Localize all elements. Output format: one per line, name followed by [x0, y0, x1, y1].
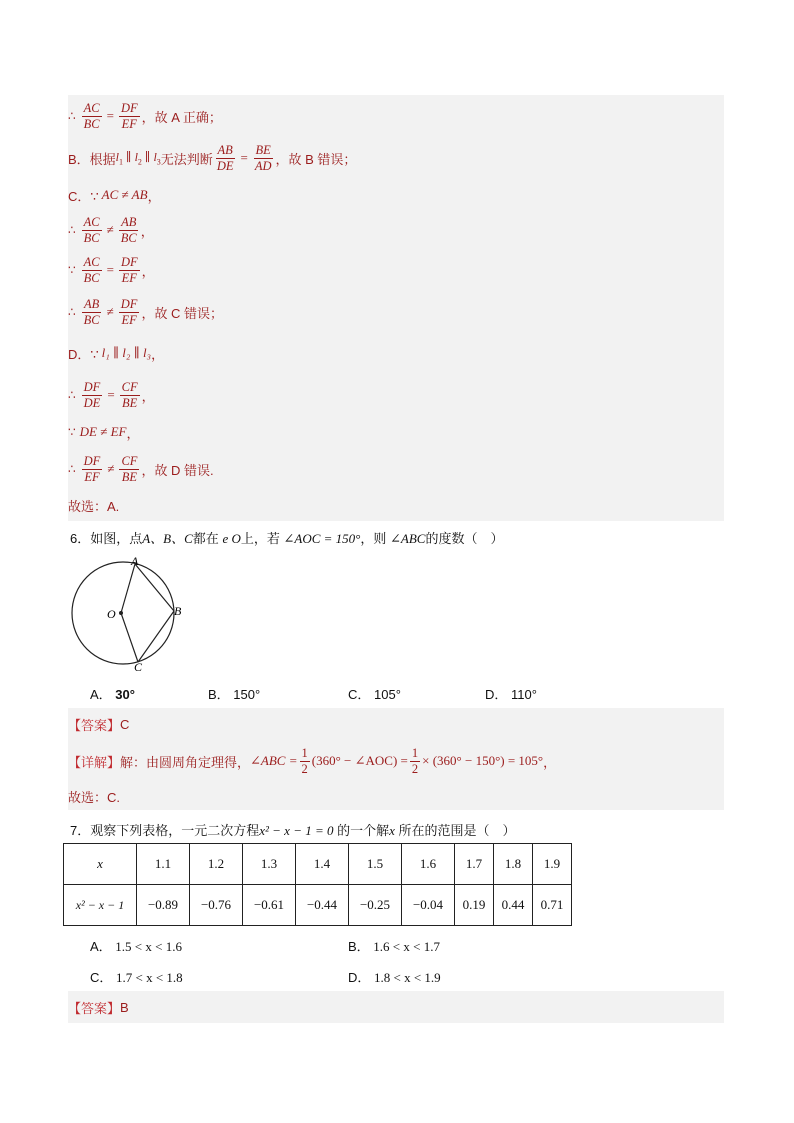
solution-line: ∴ $\frac{AB}{BC}$ ≠ $\frac{DF}{EF}$ ，故 C 错误；	[68, 296, 224, 327]
solution-line: ∵ DE ≠ EF ，	[68, 424, 140, 441]
option-c[interactable]: C． 1.7 < x < 1.8	[90, 970, 183, 985]
table-row: x 1.1 1.2 1.3 1.4 1.5 1.6 1.7 1.8 1.9	[64, 844, 572, 885]
detail-line: 【详解】 解：由圆周角定理得， ∠ABC = $\frac{1}{2}$ (360° − ∠AOC) = $\frac{1}{2}$ × (360° − 150°) = 105° ，	[68, 745, 557, 776]
option-b[interactable]: B． 1.6 < x < 1.7	[348, 939, 440, 954]
answer-block-q7	[68, 991, 724, 1023]
solution-block-q5	[68, 95, 724, 521]
solution-line: D．∵ l₁ ∥ l₂ ∥ l₃ ，	[68, 345, 165, 362]
fraction: $\frac{AC}{BC}$	[83, 100, 100, 131]
fraction: $\frac{CF}{BE}$	[121, 453, 138, 484]
option-a[interactable]: A． 30°	[90, 687, 135, 702]
fraction: $\frac{AC}{BC}$	[83, 254, 100, 285]
option-d[interactable]: D． 110°	[485, 687, 537, 702]
fraction-half: $\frac{1}{2}$	[301, 745, 308, 776]
answer-line: 【答案】 B	[68, 999, 129, 1016]
fraction: $\frac{AB}{BC}$	[120, 214, 137, 245]
fraction: $\frac{DF}{EF}$	[83, 453, 101, 484]
fraction: $\frac{AB}{BC}$	[83, 296, 100, 327]
circle-figure	[66, 556, 196, 676]
solution-line: ∴ $\frac{DF}{EF}$ ≠ $\frac{CF}{BE}$ ，故 D 错误.	[68, 453, 214, 484]
answer-line: 【答案】 C	[68, 716, 130, 733]
table-row: x² − x − 1 −0.89 −0.76 −0.61 −0.44 −0.25 −0.04 0.19 0.44 0.71	[64, 885, 572, 926]
therefore-symbol: ∴	[68, 109, 76, 123]
fraction: $\frac{BE}{AD}$	[254, 142, 272, 173]
segment-oc	[121, 613, 138, 662]
parallel-lines-expr: $l_1$ ∥ $l_2$ ∥ $l_3$	[115, 149, 161, 167]
label-b: B	[174, 604, 182, 618]
solution-line: ∴ $\frac{DF}{DE}$ = $\frac{CF}{BE}$ ，	[68, 379, 155, 410]
question-7-stem: 7．观察下列表格，一元二次方程x² − x − 1 = 0 的一个解x 所在的范围是（ ）	[70, 823, 516, 838]
option-b[interactable]: B． 150°	[208, 687, 261, 702]
label-c: C	[134, 660, 143, 674]
fraction: $\frac{DF}{EF}$	[120, 100, 138, 131]
label-a: A	[131, 556, 139, 568]
fraction-half: $\frac{1}{2}$	[411, 745, 419, 776]
option-a[interactable]: A． 1.5 < x < 1.6	[90, 939, 182, 954]
fraction: $\frac{DF}{EF}$	[120, 254, 138, 285]
solution-line: B．根据 $l_1$ ∥ $l_2$ ∥ $l_3$ 无法判断 $\frac{AB}{DE}$ = $\frac{BE}{AD}$ ，故 B 错误；	[68, 142, 357, 173]
solution-line: C．∵ AC ≠ AB ，	[68, 187, 161, 204]
solution-line: ∵ $\frac{AC}{BC}$ = $\frac{DF}{EF}$ ，	[68, 254, 155, 285]
question-6-stem: 6．如图，点A、B、C都在 e O上，若 ∠AOC = 150°，则 ∠ABC的度数（ ）	[70, 531, 504, 546]
fraction: $\frac{CF}{BE}$	[121, 379, 138, 410]
fraction: $\frac{DF}{EF}$	[120, 296, 138, 327]
fraction: $\frac{AC}{BC}$	[83, 214, 100, 245]
final-choice: 故选：A.	[68, 498, 120, 514]
values-table	[63, 843, 572, 926]
label-o: O	[107, 607, 116, 621]
solution-line: ∴ $\frac{AC}{BC}$ = $\frac{DF}{EF}$ ，故 A 正确；	[68, 100, 222, 131]
center-point	[119, 611, 123, 615]
segment-oa	[121, 564, 135, 613]
fraction: $\frac{DF}{DE}$	[83, 379, 101, 410]
option-c[interactable]: C． 105°	[348, 687, 401, 702]
segment-ab	[135, 564, 174, 611]
option-d[interactable]: D． 1.8 < x < 1.9	[348, 970, 441, 985]
fraction: $\frac{AB}{DE}$	[216, 142, 234, 173]
answer-block-q6	[68, 708, 724, 810]
final-choice: 故选：C.	[68, 789, 121, 805]
solution-line: ∴ $\frac{AC}{BC}$ ≠ $\frac{AB}{BC}$ ，	[68, 214, 154, 245]
